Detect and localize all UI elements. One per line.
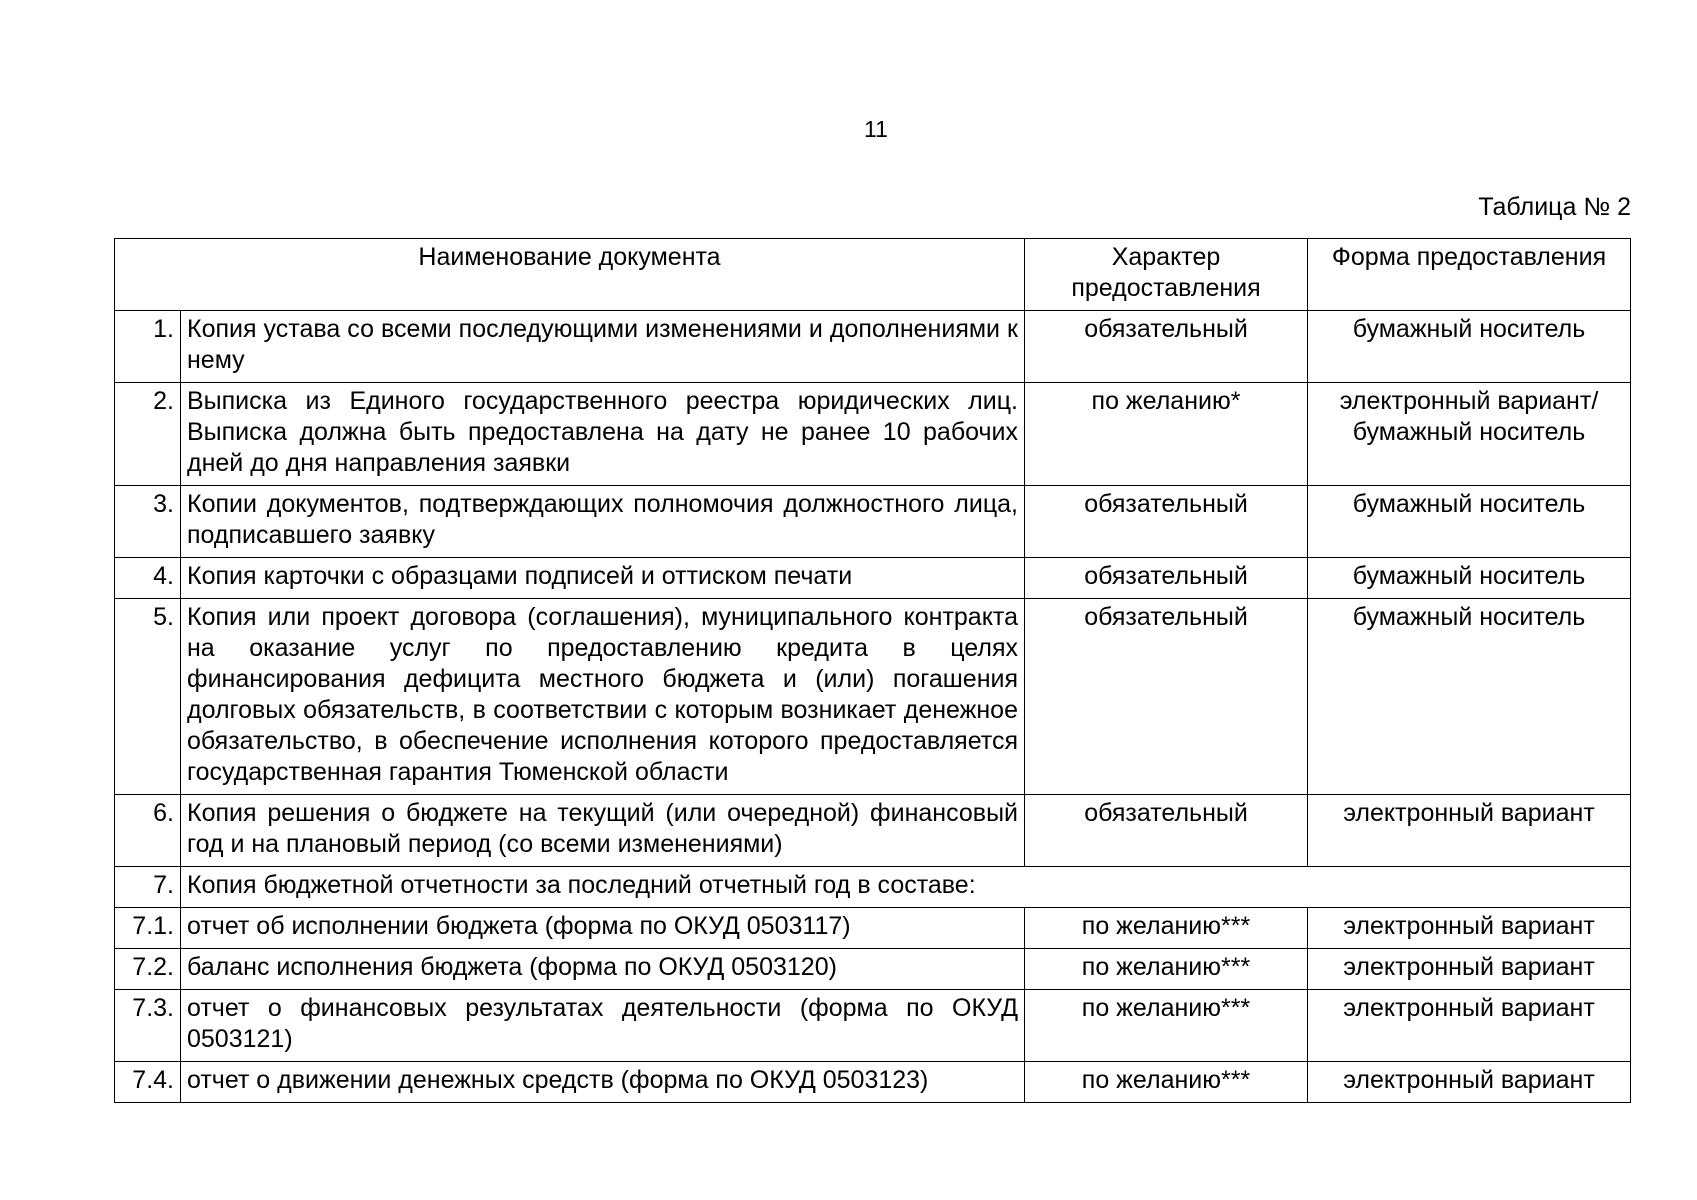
row-number: 7.1. [115, 908, 181, 949]
row-number: 7.2. [115, 949, 181, 990]
document-form: электронный вариант [1308, 990, 1631, 1062]
row-number: 6. [115, 795, 181, 867]
document-character: по желанию*** [1025, 1062, 1308, 1103]
document-character: обязательный [1025, 558, 1308, 599]
row-number: 7. [115, 867, 181, 908]
document-name: Выписка из Единого государственного реестра юридических лиц. Выписка должна быть предоставлена на дату не ранее 10 рабочих дней до дня направления заявки [181, 383, 1025, 486]
document-character: обязательный [1025, 311, 1308, 383]
table-row [115, 558, 1631, 599]
documents-table [114, 238, 1631, 1103]
row-number: 5. [115, 599, 181, 795]
table-row [115, 486, 1631, 558]
document-character: по желанию*** [1025, 990, 1308, 1062]
row-number: 2. [115, 383, 181, 486]
table-row [115, 795, 1631, 867]
row-number: 4. [115, 558, 181, 599]
document-form: бумажный носитель [1308, 558, 1631, 599]
document-form: электронный вариант [1308, 1062, 1631, 1103]
document-name: отчет об исполнении бюджета (форма по ОКУД 0503117) [181, 908, 1025, 949]
header-form: Форма предоставления [1308, 239, 1631, 311]
document-character: обязательный [1025, 599, 1308, 795]
table-row [115, 311, 1631, 383]
row-number: 7.4. [115, 1062, 181, 1103]
table-row [115, 949, 1631, 990]
header-character: Характер предоставления [1025, 239, 1308, 311]
table-section-row [115, 867, 1631, 908]
document-character: обязательный [1025, 486, 1308, 558]
document-name: отчет о финансовых результатах деятельности (форма по ОКУД 0503121) [181, 990, 1025, 1062]
document-name: Копии документов, подтверждающих полномочия должностного лица, подписавшего заявку [181, 486, 1025, 558]
row-number: 1. [115, 311, 181, 383]
table-row [115, 990, 1631, 1062]
table-row [115, 599, 1631, 795]
table-row [115, 1062, 1631, 1103]
document-character: по желанию*** [1025, 908, 1308, 949]
document-form: электронный вариант [1308, 795, 1631, 867]
table-header-row [115, 239, 1631, 311]
document-character: по желанию* [1025, 383, 1308, 486]
table-row [115, 383, 1631, 486]
document-name: Копия устава со всеми последующими изменениями и дополнениями к нему [181, 311, 1025, 383]
row-number: 3. [115, 486, 181, 558]
page-number: 11 [864, 116, 888, 142]
document-form: электронный вариант [1308, 949, 1631, 990]
row-number: 7.3. [115, 990, 181, 1062]
header-document-name: Наименование документа [115, 239, 1025, 311]
document-name: отчет о движении денежных средств (форма по ОКУД 0503123) [181, 1062, 1025, 1103]
document-form: бумажный носитель [1308, 311, 1631, 383]
document-form: бумажный носитель [1308, 599, 1631, 795]
document-character: обязательный [1025, 795, 1308, 867]
document-name: Копия карточки с образцами подписей и оттиском печати [181, 558, 1025, 599]
document-form: бумажный носитель [1308, 486, 1631, 558]
document-form: электронный вариант [1308, 908, 1631, 949]
document-character: по желанию*** [1025, 949, 1308, 990]
document-name: Копия решения о бюджете на текущий (или очередной) финансовый год и на плановый период (со всеми изменениями) [181, 795, 1025, 867]
document-form: электронный вариант/ бумажный носитель [1308, 383, 1631, 486]
document-name: баланс исполнения бюджета (форма по ОКУД 0503120) [181, 949, 1025, 990]
document-name: Копия или проект договора (соглашения), муниципального контракта на оказание услуг по предоставлению кредита в целях финансирования дефицита местного бюджета и (или) погашения долговых обязательств, в соответствии с которым возникает денежное обязательство, в обеспечение исполнения которого предоставляется государственная гарантия Тюменской области [181, 599, 1025, 795]
section-heading: Копия бюджетной отчетности за последний отчетный год в составе: [181, 867, 1631, 908]
table-row [115, 908, 1631, 949]
table-caption: Таблица № 2 [1478, 193, 1631, 221]
